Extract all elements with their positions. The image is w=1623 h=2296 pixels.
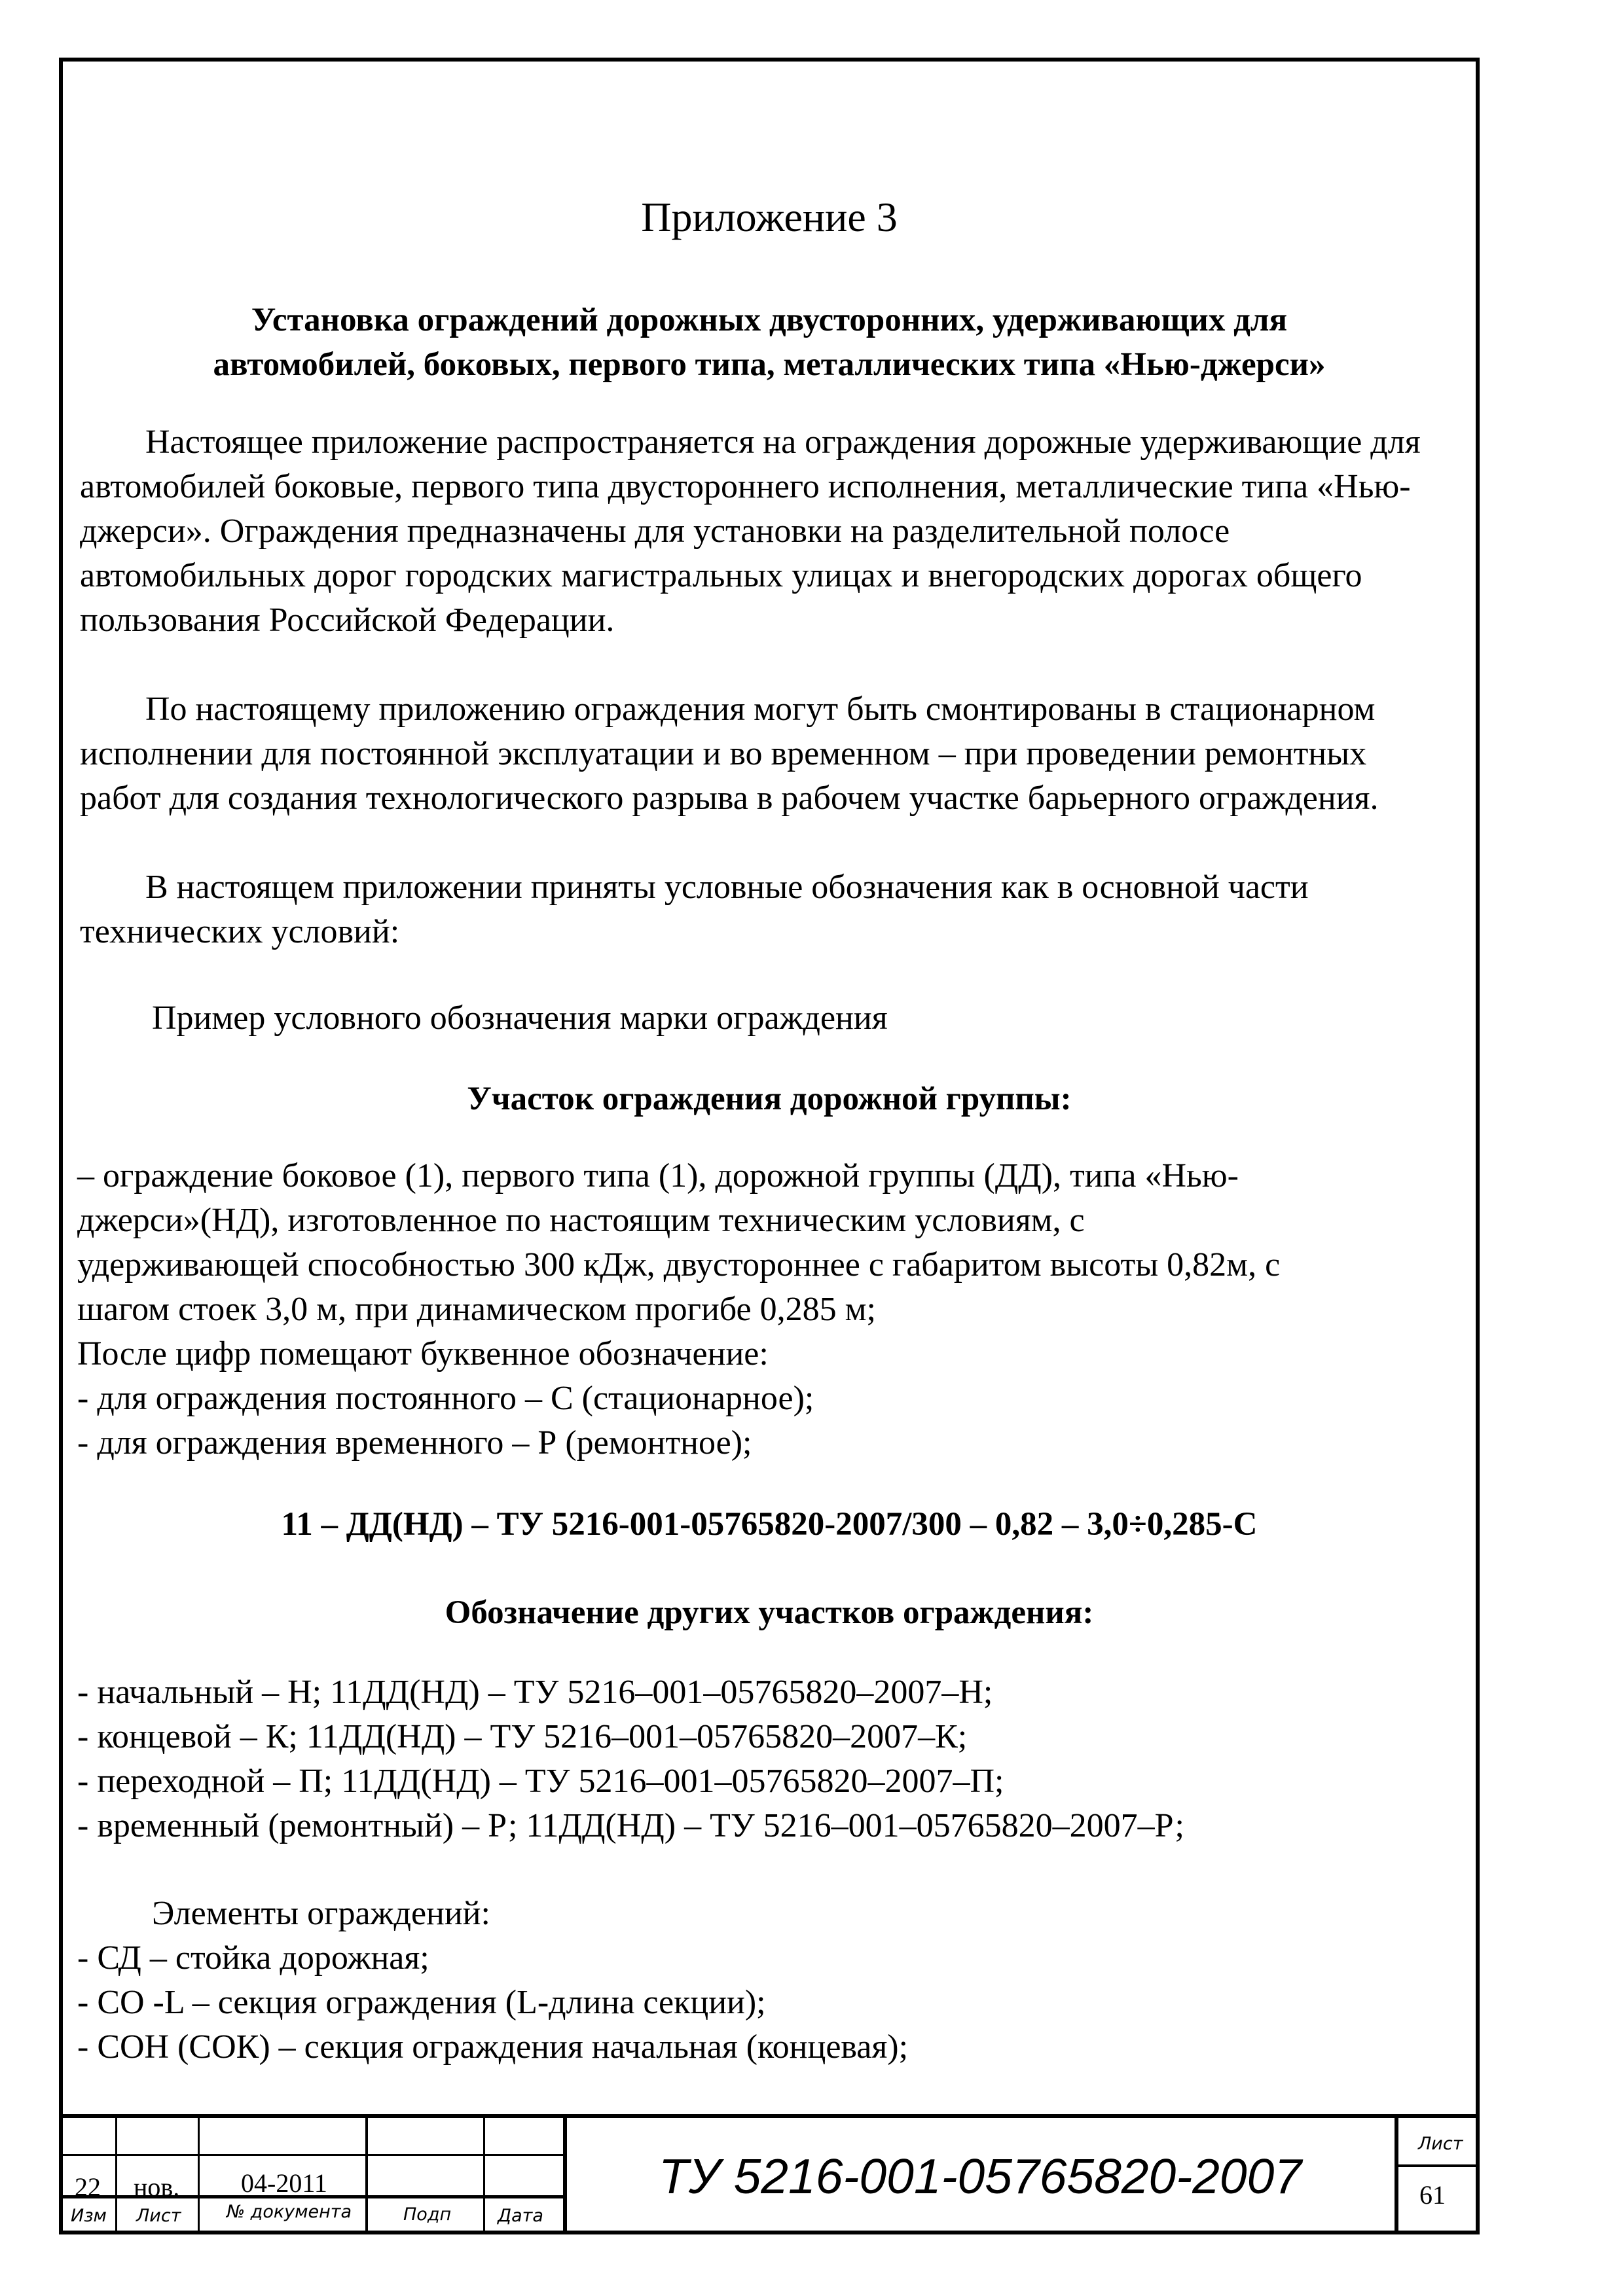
- section1-desc-line: – ограждение боковое (1), первого типа (1), дорожной группы (ДД), типа «Нью-: [77, 1157, 1239, 1194]
- label-signature: Подп: [403, 2204, 452, 2225]
- document-code: ТУ 5216-001-05765820-2007: [659, 2149, 1302, 2204]
- sheet-label: Лист: [1418, 2134, 1463, 2154]
- section1-desc-line: джерси»(НД), изготовленное по настоящим техническим условиям, с: [77, 1202, 1085, 1239]
- example-caption: Пример условного обозначения марки ограждения: [152, 999, 888, 1037]
- label-change: Изм: [71, 2206, 107, 2226]
- document-number: 04-2011: [241, 2168, 327, 2198]
- sheet-number: 61: [1419, 2180, 1446, 2210]
- elements-heading: Элементы ограждений:: [152, 1895, 490, 1932]
- section2-item: - начальный – Н; 11ДД(НД) – ТУ 5216–001–05765820–2007–Н;: [77, 1674, 993, 1711]
- section1-desc-line: удерживающей способностью 300 кДж, двустороннее с габаритом высоты 0,82м, с: [77, 1246, 1281, 1283]
- section1-desc-line: - для ограждения временного – Р (ремонтное);: [77, 1424, 752, 1462]
- title-block: [63, 2114, 1476, 2231]
- section-heading-line-1: Установка ограждений дорожных двусторонних, удерживающих для: [251, 302, 1288, 338]
- label-date: Дата: [498, 2206, 543, 2226]
- change-number: 22: [75, 2172, 101, 2202]
- elements-item: - СО -L – секция ограждения (L-длина секции);: [77, 1984, 766, 2021]
- section2-item: - временный (ремонтный) – Р; 11ДД(НД) – ТУ 5216–001–05765820–2007–Р;: [77, 1807, 1184, 1844]
- section1-desc-line: шагом стоек 3,0 м, при динамическом прогибе 0,285 м;: [77, 1291, 876, 1328]
- section2-item: - концевой – К; 11ДД(НД) – ТУ 5216–001–05765820–2007–К;: [77, 1718, 968, 1755]
- elements-item: - СОН (СОК) – секция ограждения начальная (концевая);: [77, 2028, 909, 2066]
- section1-desc-line: После цифр помещают буквенное обозначение:: [77, 1335, 769, 1372]
- sheet-mark: нов.: [134, 2172, 180, 2202]
- barrier-designation: 11 – ДД(НД) – ТУ 5216-001-05765820-2007/300 – 0,82 – 3,0÷0,285-С: [281, 1506, 1258, 1543]
- intro-paragraph-1: Настоящее приложение распространяется на ограждения дорожные удерживающие для автомобилей боковые, первого типа двустороннего исполнения, металлические типа «Нью-джерси». Ограждения предназначены для установки на разделительной полосе автомобильных дорог городских магистральных улицах и внегородских дорогах общего пользования Российской Федерации.: [80, 423, 1421, 639]
- section1-desc-line: - для ограждения постоянного – С (стационарное);: [77, 1380, 814, 1417]
- elements-item: - СД – стойка дорожная;: [77, 1939, 429, 1977]
- section2-item: - переходной – П; 11ДД(НД) – ТУ 5216–001–05765820–2007–П;: [77, 1763, 1004, 1800]
- section-heading-line-2: автомобилей, боковых, первого типа, металлических типа «Нью-джерси»: [213, 346, 1326, 383]
- label-document: № документа: [227, 2202, 352, 2222]
- label-sheet: Лист: [136, 2206, 181, 2226]
- page-title: Приложение 3: [641, 194, 898, 240]
- section2-heading: Обозначение других участков ограждения:: [445, 1594, 1094, 1631]
- intro-paragraph-3: В настоящем приложении приняты условные обозначения как в основной части технических условий:: [80, 869, 1309, 950]
- intro-paragraph-2: По настоящему приложению ограждения могут быть смонтированы в стационарном исполнении для постоянной эксплуатации и во временном – при проведении ремонтных работ для создания технологического разрыва в рабочем участке барьерного ограждения.: [80, 691, 1379, 817]
- section1-heading: Участок ограждения дорожной группы:: [467, 1081, 1072, 1117]
